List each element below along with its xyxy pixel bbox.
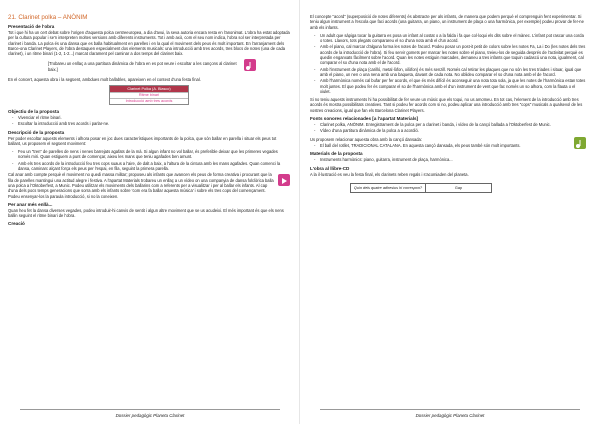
link-box — [44, 59, 242, 74]
list-item: - Vivenciar el ritme binari. — [8, 115, 290, 120]
section-heading: Materials de la proposta — [310, 151, 363, 157]
list-item: - Clarinet polka, ANÒNIM. Enregistrament de la polca per a clarinet i banda, i vídeo de la cançó ballada a l'Oktoberfest de Munic. — [310, 122, 586, 127]
structure-table — [109, 85, 189, 105]
sticker-question-table — [350, 183, 492, 193]
section-heading: Creació — [8, 221, 25, 227]
paragraph: Per poder escoltar aquests elements i alhora posar en joc dues característiques importants de la polca, que són ballar en parella i situar els peus tot ballant, us proposem el següent moviment: — [8, 135, 277, 146]
page-title: 21. Clarinet polka – ANÒNIM — [8, 14, 88, 21]
footer-divider — [20, 409, 280, 410]
paragraph: Quan heu fet la dansa diverses vegades, podeu introduir-hi canvis de sentit i algun altre moviment que se us acudeixi. El més important és que els nens ballin seguint el ritme binari de l'obra. — [8, 207, 284, 219]
list-item: - Amb l'harmònica només cal bufar per fer acords, el que és més difícil és aconseguir una nota tota sola, ja que les notes de l'harmònica estan totes molt juntes. El que podeu fer és comparar el so de l'harmònica amb el d'un instrument de vent que fac només un so alhora, com la flauta o el xiulet. — [310, 78, 586, 94]
list-item: - El ball del rotllet, TRADICIONAL CATALANA. En aquesta cançó dansada, els peus també són molt importants. — [310, 143, 570, 148]
paragraph: A la il·lustració es veu la festa final, els clarinets reben regals i s'acomiaden del planeta. — [310, 171, 469, 177]
list-item: - Escoltar la introducció amb tres acords i parlar-ne. — [8, 121, 290, 126]
table-row: Ritme binari — [110, 92, 188, 98]
section-heading: Presentació de l'obra — [8, 24, 55, 29]
list-item: - Amb el piano, cal marcar d'alguna forma les notes de l'acord. Podeu posar un post-it petit de colors sobre les notes Fa, La i Do (les notes dels tres acords de la introducció de l'obra). Si feu servir gomets per marcar les notes sobre el piano, treieu-los de seguida després de l'activitat perquè es quedin enganxats fàcilment sobre l'acord. Quan les notes estiguin marcades, demaneu a tres infants que toquin cadascú una nota, igualment, cal comparar el so d'una nota amb el de l'acord. — [310, 44, 586, 65]
table-row: Introducció amb tres acords — [110, 98, 188, 104]
page-footer: Dossier pedagògic Planeta Clarinet — [115, 413, 185, 418]
paragraph: Tot i que hi ha un cert debat sobre l'origen d'aquesta polca centreeuropea, a dia d'avui, la seva autoria encara resta en l'anonimat. L'obra ha estat adoptada per la cultura popular i se'n interpreten moltes versions amb diferents instruments. Tot i amb axò, com el seu nom indica, l'obra sol ser interpretada per clarinet i banda. La polca és una dansa que es balla habitualment en parelles i en la qual el moviment dels peus és molt important. En l'arranjament dels Barce-ona Clarinet Players, de l'obra destaquen especialment dos elements musicals: una introducció amb tres acords, tres blocs de notes (una de cada clarinet), i un ritme binari (1-2, 1-2...) marcat clarament pel caminar a dos temps del clarinet baix. — [8, 30, 290, 57]
music-score-icon — [244, 59, 256, 71]
paragraph: Si no teniu aquests instruments hi ha possibilitat de fer veure un músic que els toqui, no us amoïneu. En tot cas, l'element de la introducció amb tres acords és mostra possibilitats creatives. Tant si podeu fer acords com si no, podeu aplicar una introducció amb tres "cops" musicals a qualsevol de les vostres creacions, igual que fan els Barcelona Clarinet Players. — [310, 97, 583, 113]
section-heading: Objectiu de la proposta — [8, 108, 60, 114]
question-cell: Quin dels quatre adhesius hi correspon? — [351, 184, 426, 192]
video-icon — [278, 174, 290, 186]
section-heading: L'obra al llibre-CD — [310, 165, 350, 171]
answer-cell: Gap — [454, 185, 463, 190]
list-item: - Amb l'instrument de plaça (carilló, metal·lòfon, xilòfon) és més senzill. Només cal retirar les plaques que no són les tres triades i situar, igual que amb el piano, un nen o una nena amb una baqueta, davant de cada nota. No oblideu comparar el so d'una nota amb el de l'acord. — [310, 67, 586, 78]
list-item: - Vídeo d'una partitura dinàmica de la polca a a acordió. — [310, 128, 586, 133]
right-page — [300, 0, 600, 424]
section-heading: Descripció de la proposta — [8, 129, 65, 135]
box-text: [Trobareu un enllaç a una partitura dinàmica de l'obra en es pot veure i escoltar a les cançons al clarinet baix.] — [48, 61, 237, 72]
paragraph: En el concert, aquesta obra i la següent, ambdues molt ballables, apareixen en el context d'una festa final. — [8, 77, 201, 83]
paragraph: Cal anar amb compte perquè el moviment no quedi massa militar; proposeu als infants que avancen els peus de forma creativa i procurant que la fila de parelles mantingui una actitud alegre i festiva. A l'apartat Materials trobareu un enllaç a un vídeo on una companyia de dansa folclòrica balla una polca a l'Oktoberfest, a Munic. Podeu utilitzar els moviments dels ballarins com a referents per a visualitzar i per al ballar els infants. Al cap d'una dels pocs temps generacions que sorra amb els infants sobre 'com era fa ballar aquesta música' i sobre els tres cops del començament. Podeu ensenyar-los la paraula introducció, si no la coneixen. — [8, 172, 274, 199]
list-item: - Un adult que sàpiga tocar la guitarra es posa un infant al costat o a la falda i fa que col·loqui els dits sobre el mànec. L'infant pot rascar una corda o totes. Llavors, tots plegats comparareu el so d'una nota amb el d'un acord. — [310, 33, 586, 44]
section-heading: Per anar més enllà... — [8, 201, 53, 207]
table-header: Clarinet Polka (A. Blasco) — [110, 86, 188, 91]
page-footer: Dossier pedagògic Planeta Clarinet — [415, 413, 485, 418]
song-icon — [574, 137, 586, 149]
list-item: - Instruments harmònics: piano, guitarra, instrument de plaça, harmònica... — [310, 157, 586, 162]
section-heading: Fonts sonores relacionades [a l'apartat Materials] — [310, 116, 419, 122]
paragraph: Us proposem relacionar aquesta obra amb la cançó dansada: — [310, 136, 422, 142]
paragraph: El concepte "acord" (superposició de notes diferents) és abstracte per als infants, de manera que podem perquè el comprenguin fent experimentar. Si teniu algun instrument a l'escola que faci acords (una guitarra, un piano, un instrument de plaça o una harmònica, per exemple) podeu provar de fer-ne amb els infants. — [310, 14, 584, 30]
footer-divider — [320, 409, 580, 410]
list-item: - Amb els tres acords de la introducció feu tres cops suaus a l'aire, de dalt a baix, a l'altura de la cintura amb les mans agafades. Quan comenci la dansa, caminarc alçant força els peus per l'espai, en fila, seguint la primera parella. — [8, 161, 290, 172]
list-item: - Feu un "tren" de parelles de nens i nenes barrejats agafats de la mà. Si algun infant no vol ballar, és preferible deixar que les primeres vegades només miri. Quan estiguem a punt de començar, aixeu les mans que teniu agafades ben amunt. — [8, 149, 290, 160]
